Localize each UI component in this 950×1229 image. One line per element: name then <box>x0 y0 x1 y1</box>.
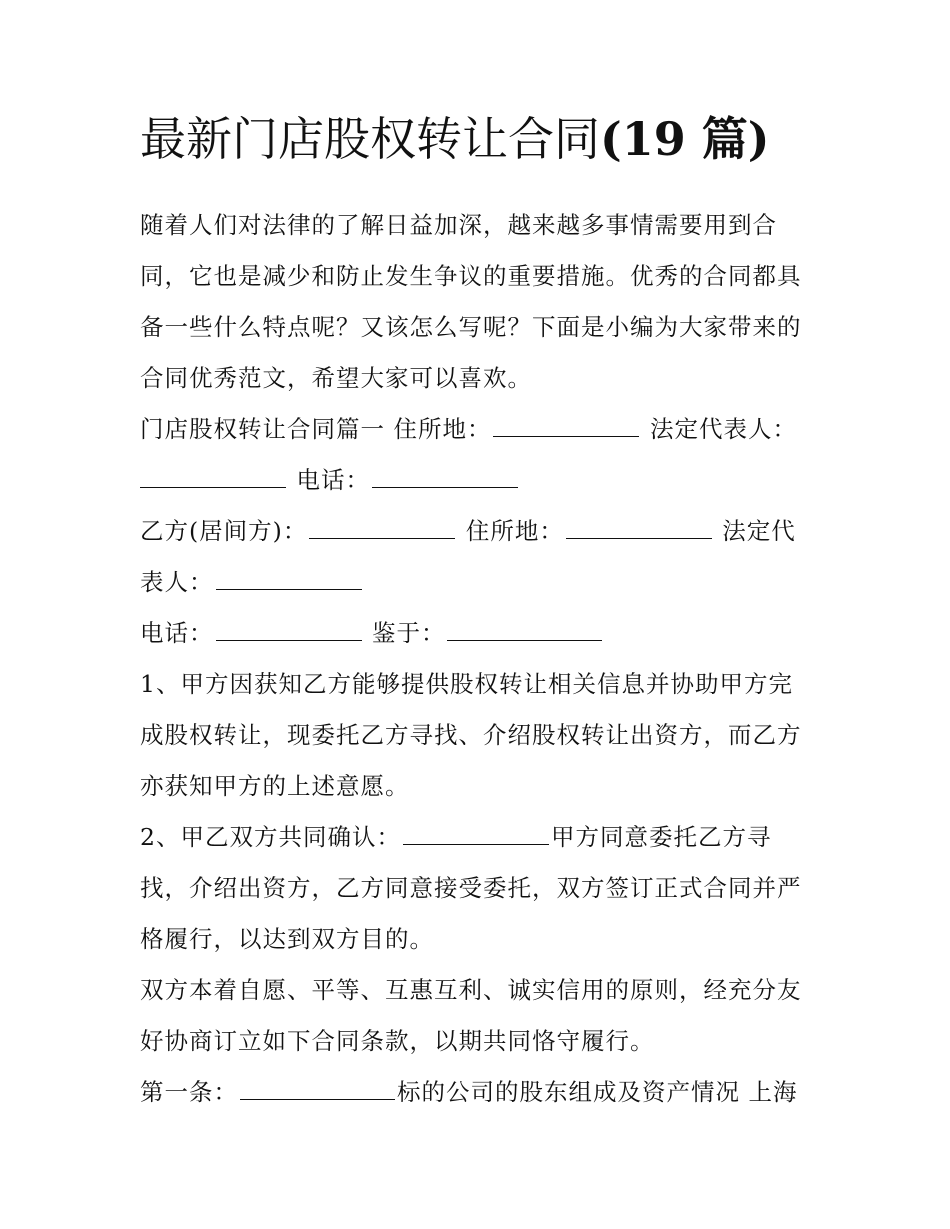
text-span: 门店股权转让合同篇一 住所地： <box>140 415 492 443</box>
text-span: 好协商订立如下合同条款，以期共同恪守履行。 <box>140 1027 655 1055</box>
paragraph-line <box>140 353 830 404</box>
text-span: 双方本着自愿、平等、互惠互利、诚实信用的原则，经充分友 <box>140 976 802 1004</box>
text-span: 乙方(居间方)： <box>140 517 308 545</box>
fill-in-blank <box>309 516 455 539</box>
paragraph-line <box>140 557 830 608</box>
text-span: 格履行，以达到双方目的。 <box>140 925 434 953</box>
paragraph-line <box>140 863 830 914</box>
fill-in-blank <box>140 465 286 488</box>
text-span: 法定代表人： <box>641 415 797 443</box>
paragraph-line <box>140 914 830 965</box>
document-body <box>140 200 830 1118</box>
document-title <box>140 112 770 167</box>
fill-in-blank <box>216 618 362 641</box>
text-span: 甲方同意委托乙方寻 <box>550 823 772 851</box>
fill-in-blank <box>447 618 602 641</box>
paragraph-line <box>140 506 830 557</box>
text-span: 法定代 <box>713 517 796 545</box>
paragraph-line <box>140 1016 830 1067</box>
paragraph-line <box>140 965 830 1016</box>
text-span: 电话： <box>140 619 214 647</box>
paragraph-line <box>140 812 830 863</box>
fill-in-blank <box>240 1077 395 1100</box>
paragraph-line <box>140 659 830 710</box>
paragraph-line <box>140 455 830 506</box>
text-span: 鉴于： <box>363 619 446 647</box>
text-span: 电话： <box>288 466 370 494</box>
text-span: 备一些什么特点呢？又该怎么写呢？下面是小编为大家带来的 <box>140 313 802 341</box>
paragraph-line <box>140 251 830 302</box>
text-span: 成股权转让，现委托乙方寻找、介绍股权转让出资方，而乙方 <box>140 721 802 749</box>
text-span: 第一条： <box>140 1078 238 1106</box>
paragraph-line <box>140 302 830 353</box>
text-span: 标的公司的股东组成及资产情况 上海 <box>397 1078 798 1106</box>
fill-in-blank <box>216 567 362 590</box>
paragraph-line <box>140 1067 830 1118</box>
fill-in-blank <box>566 516 712 539</box>
text-span: 亦获知甲方的上述意愿。 <box>140 772 410 800</box>
text-span: 2、甲乙双方共同确认： <box>140 823 401 851</box>
text-span: 合同优秀范文，希望大家可以喜欢。 <box>140 364 532 392</box>
paragraph-line <box>140 200 830 251</box>
fill-in-blank <box>403 822 549 845</box>
paragraph-line <box>140 404 830 455</box>
fill-in-blank <box>493 414 639 437</box>
paragraph-line <box>140 761 830 812</box>
text-span: 表人： <box>140 568 214 596</box>
text-span: 找，介绍出资方，乙方同意接受委托，双方签订正式合同并严 <box>140 874 802 902</box>
text-span: 1、甲方因获知乙方能够提供股权转让相关信息并协助甲方完 <box>140 670 793 698</box>
text-span: 随着人们对法律的了解日益加深，越来越多事情需要用到合 <box>140 211 777 239</box>
title-main: 最新门店股权转让合同 <box>140 112 600 166</box>
text-span: 住所地： <box>457 517 564 545</box>
text-span: 同，它也是减少和防止发生争议的重要措施。优秀的合同都具 <box>140 262 802 290</box>
paragraph-line <box>140 608 830 659</box>
paragraph-line <box>140 710 830 761</box>
fill-in-blank <box>372 465 518 488</box>
title-paren: (19 篇) <box>600 112 770 166</box>
